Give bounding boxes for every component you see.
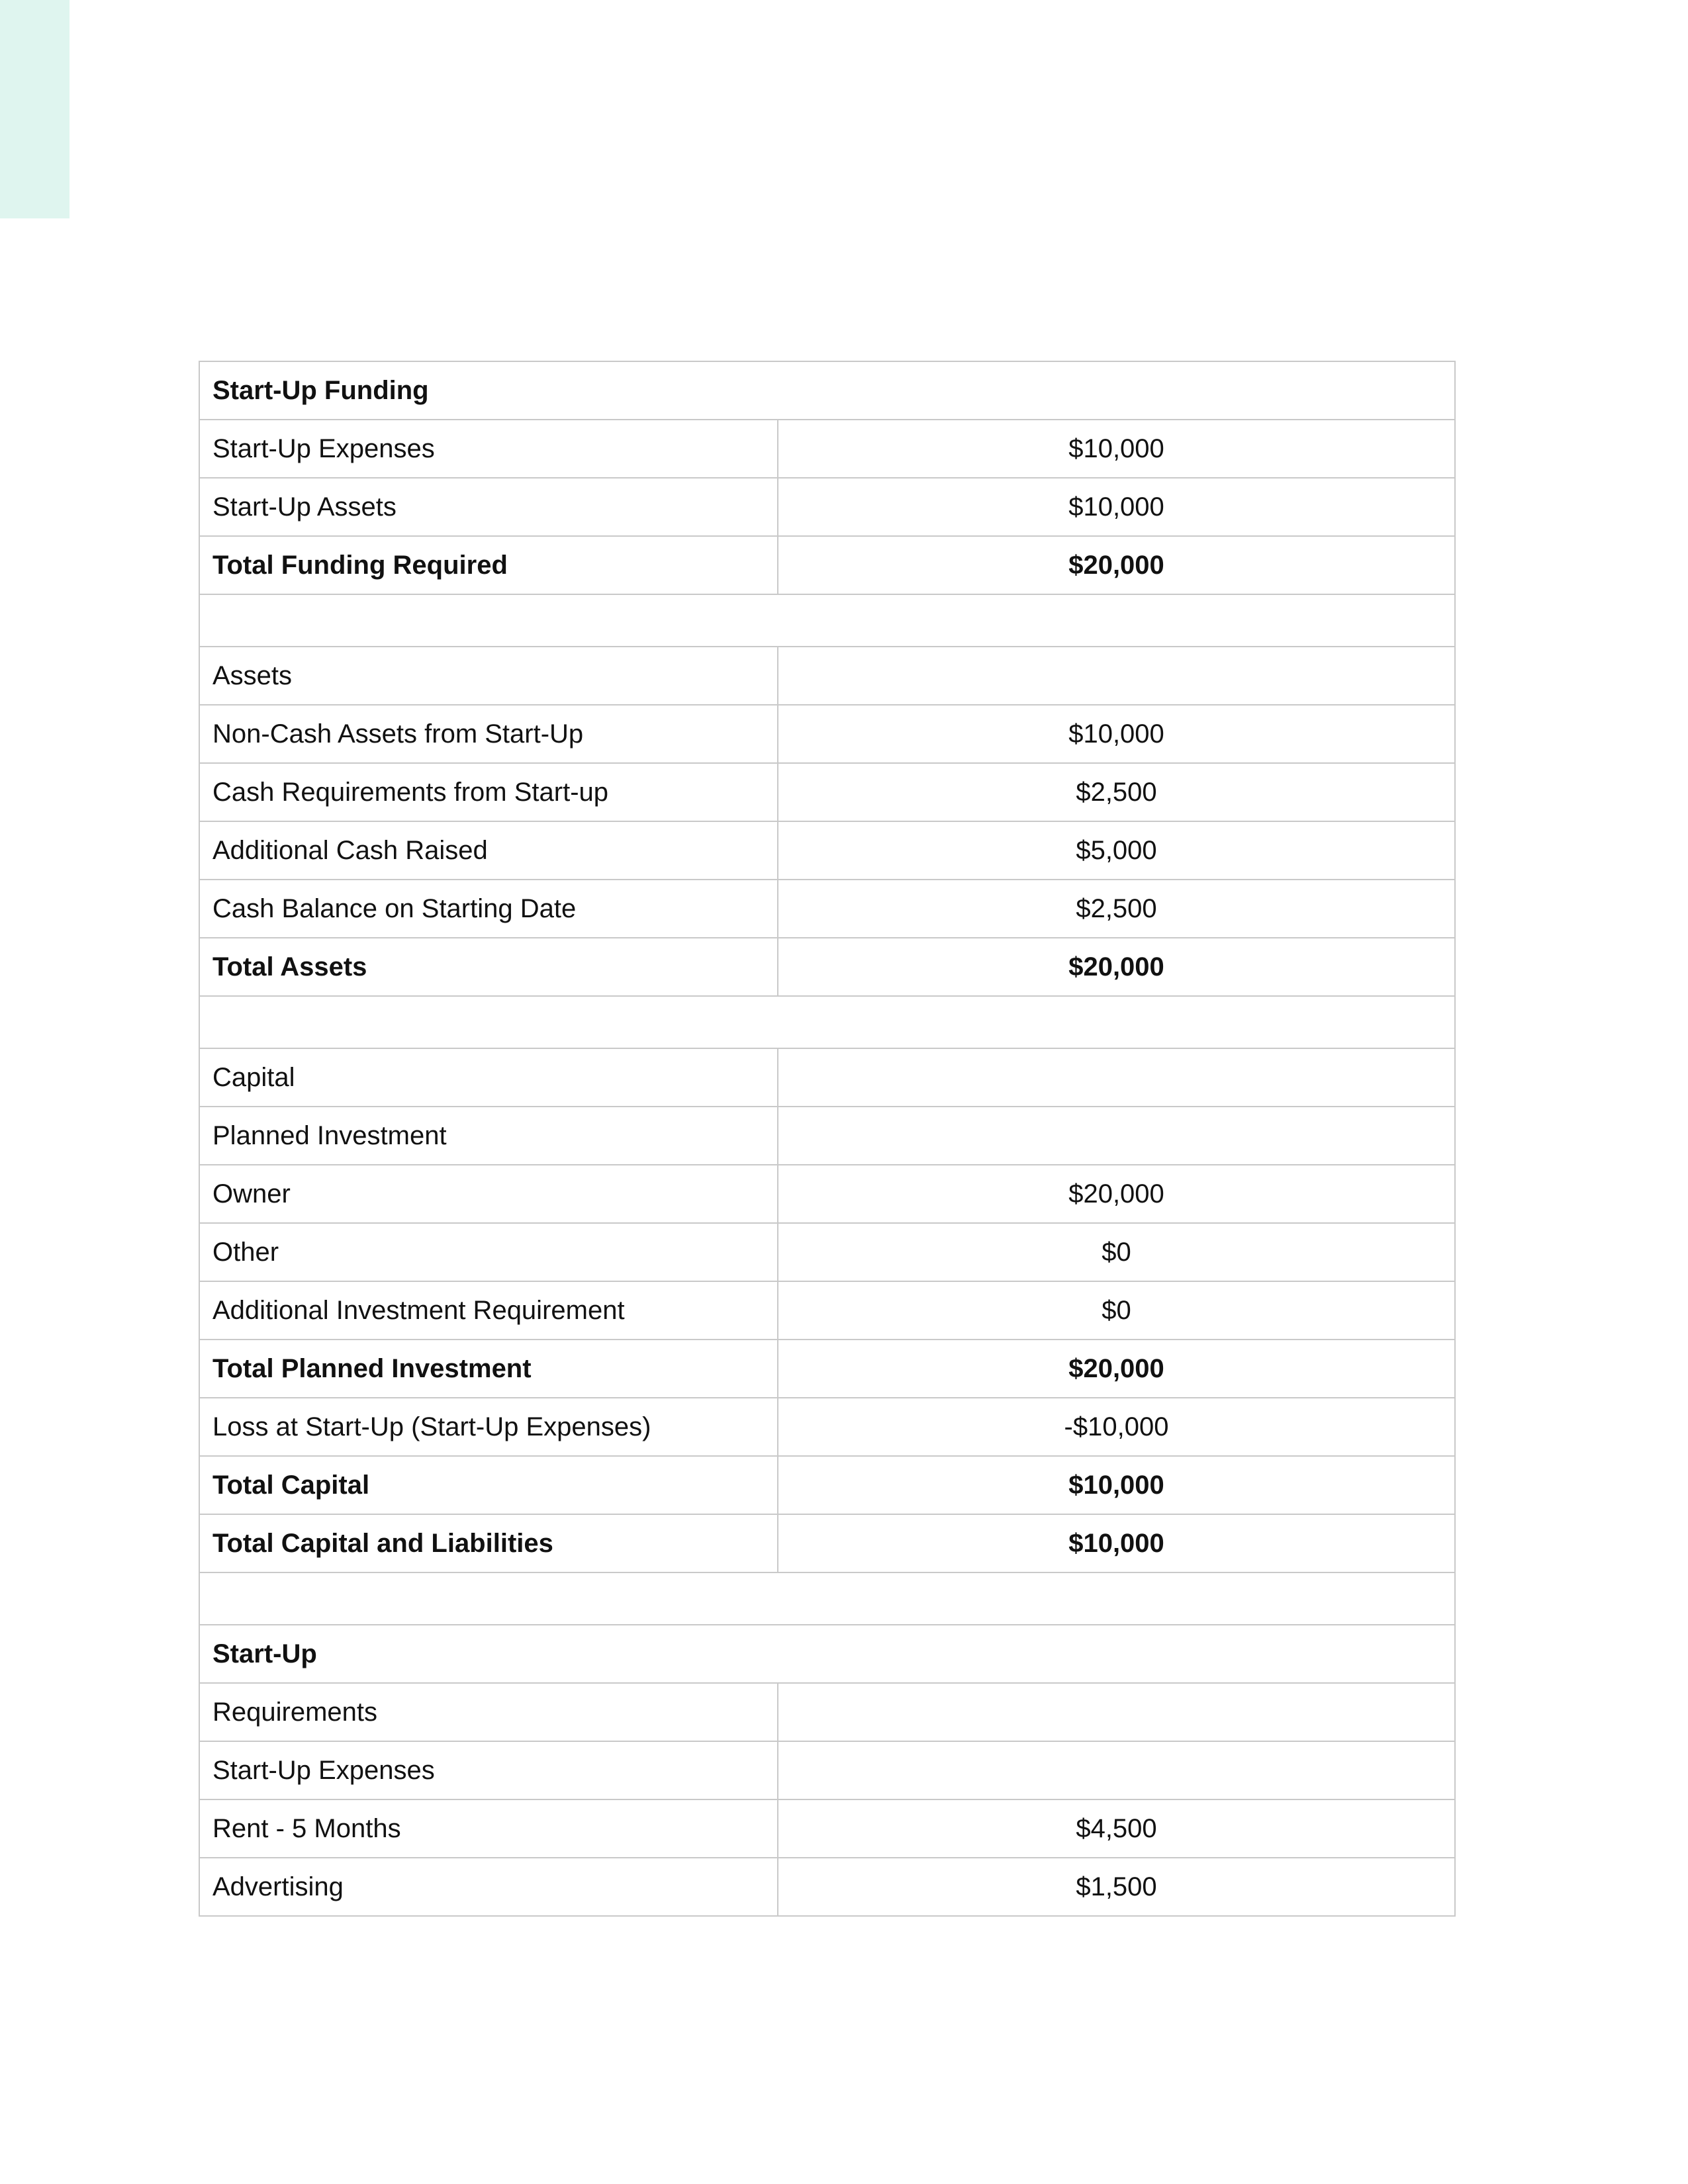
- spacer-row: [199, 594, 1455, 647]
- row-label: Planned Investment: [199, 1107, 778, 1165]
- table-row: [199, 1799, 1455, 1858]
- row-label: Total Assets: [199, 938, 778, 996]
- row-value: [778, 1683, 1455, 1741]
- row-value: $2,500: [778, 880, 1455, 938]
- row-value: $20,000: [778, 536, 1455, 594]
- row-value: $20,000: [778, 938, 1455, 996]
- row-label: Loss at Start-Up (Start-Up Expenses): [199, 1398, 778, 1456]
- total-row: [199, 1340, 1455, 1398]
- table-row: [199, 705, 1455, 763]
- table-row: [199, 647, 1455, 705]
- table-row: [199, 763, 1455, 821]
- row-label: Start-Up Assets: [199, 478, 778, 536]
- section-heading-row: [199, 361, 1455, 420]
- row-value: $10,000: [778, 705, 1455, 763]
- row-value: [778, 647, 1455, 705]
- row-label: Additional Investment Requirement: [199, 1281, 778, 1340]
- startup-funding-table: [199, 361, 1456, 1917]
- row-label: Capital: [199, 1048, 778, 1107]
- table-row: [199, 1048, 1455, 1107]
- spacer-row: [199, 996, 1455, 1048]
- table-row: [199, 1741, 1455, 1799]
- row-label: Total Funding Required: [199, 536, 778, 594]
- row-label: Advertising: [199, 1858, 778, 1916]
- total-row: [199, 1456, 1455, 1514]
- row-label: Start-Up Expenses: [199, 1741, 778, 1799]
- row-label: Assets: [199, 647, 778, 705]
- row-label: Cash Requirements from Start-up: [199, 763, 778, 821]
- row-label: Start-Up Expenses: [199, 420, 778, 478]
- section-heading: Start-Up: [199, 1625, 1455, 1683]
- row-value: $1,500: [778, 1858, 1455, 1916]
- table-row: [199, 1281, 1455, 1340]
- table-row: [199, 1683, 1455, 1741]
- corner-accent-tab: [0, 0, 70, 218]
- row-value: $10,000: [778, 478, 1455, 536]
- row-value: $20,000: [778, 1165, 1455, 1223]
- table-row: [199, 478, 1455, 536]
- row-value: $20,000: [778, 1340, 1455, 1398]
- row-label: Total Planned Investment: [199, 1340, 778, 1398]
- table-row: [199, 1223, 1455, 1281]
- row-label: Non-Cash Assets from Start-Up: [199, 705, 778, 763]
- row-label: Other: [199, 1223, 778, 1281]
- row-label: Rent - 5 Months: [199, 1799, 778, 1858]
- spacer-cell: [199, 594, 1455, 647]
- row-label: Owner: [199, 1165, 778, 1223]
- row-value: $10,000: [778, 420, 1455, 478]
- row-label: Cash Balance on Starting Date: [199, 880, 778, 938]
- table-row: [199, 1107, 1455, 1165]
- spacer-row: [199, 1572, 1455, 1625]
- row-value: $10,000: [778, 1514, 1455, 1572]
- row-value: [778, 1107, 1455, 1165]
- total-row: [199, 536, 1455, 594]
- row-value: [778, 1048, 1455, 1107]
- table-row: [199, 1165, 1455, 1223]
- table-row: [199, 1398, 1455, 1456]
- row-label: Total Capital and Liabilities: [199, 1514, 778, 1572]
- table-row: [199, 1858, 1455, 1916]
- total-row: [199, 1514, 1455, 1572]
- table-row: [199, 880, 1455, 938]
- spacer-cell: [199, 996, 1455, 1048]
- row-value: $2,500: [778, 763, 1455, 821]
- table-body: [199, 361, 1455, 1916]
- table-row: [199, 420, 1455, 478]
- section-heading: Start-Up Funding: [199, 361, 1455, 420]
- row-label: Requirements: [199, 1683, 778, 1741]
- row-value: $0: [778, 1223, 1455, 1281]
- row-label: Additional Cash Raised: [199, 821, 778, 880]
- row-value: -$10,000: [778, 1398, 1455, 1456]
- row-label: Total Capital: [199, 1456, 778, 1514]
- section-heading-row: [199, 1625, 1455, 1683]
- total-row: [199, 938, 1455, 996]
- row-value: $4,500: [778, 1799, 1455, 1858]
- row-value: [778, 1741, 1455, 1799]
- row-value: $0: [778, 1281, 1455, 1340]
- table-row: [199, 821, 1455, 880]
- row-value: $5,000: [778, 821, 1455, 880]
- row-value: $10,000: [778, 1456, 1455, 1514]
- spacer-cell: [199, 1572, 1455, 1625]
